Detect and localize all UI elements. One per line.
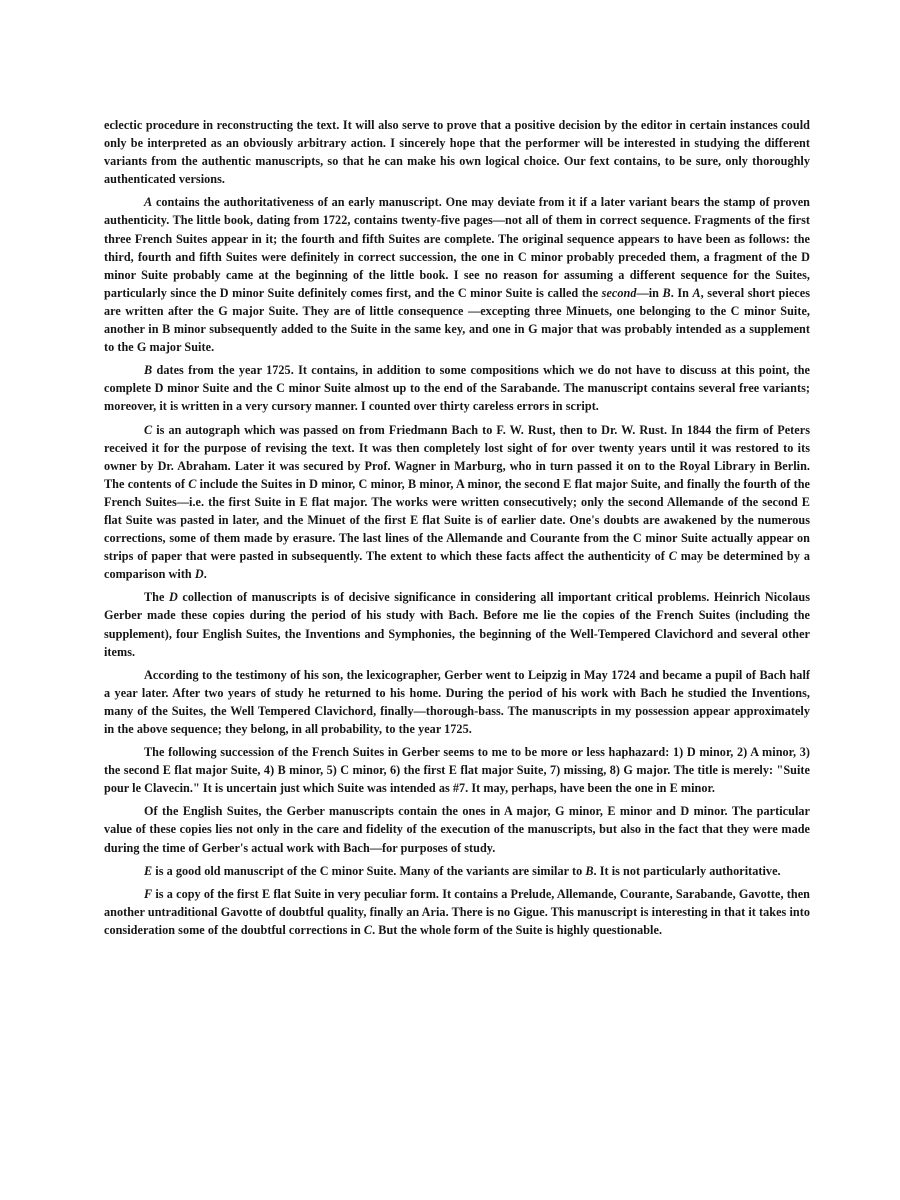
manuscript-siglum: C	[363, 922, 373, 937]
paragraph-4	[104, 421, 810, 584]
paragraph-1	[104, 116, 810, 188]
paragraph-5	[104, 588, 810, 660]
manuscript-siglum: F	[144, 886, 153, 901]
manuscript-siglum: B	[144, 363, 153, 378]
paragraph-text: is a copy of the first E flat Suite in very peculiar form. It contains a Prelude, Allemande, Courante, Sarabande, Gavotte, then another untraditional Gavotte of doubtful quality, finally an Aria. There is no Gigue. This manuscript is interesting in that it takes into consideration some of the doubtful corrections in	[104, 886, 810, 937]
manuscript-siglum: B	[585, 863, 594, 878]
manuscript-siglum: second	[601, 285, 637, 300]
paragraph-8	[104, 802, 810, 856]
manuscript-siglum: A	[692, 285, 701, 300]
paragraph-2	[104, 193, 810, 356]
manuscript-siglum: E	[144, 863, 153, 878]
paragraph-9	[104, 862, 810, 880]
manuscript-siglum: D	[169, 590, 178, 605]
paragraph-text: The following succession of the French Suites in Gerber seems to me to be more or less haphazard: 1) D minor, 2) A minor, 3) the second E flat major Suite, 4) B minor, 5) C minor, 6) the first E flat major Suite, 7) missing, 8) G major. The title is merely: "Suite pour le Clavecin." It is uncertain just which Suite was intended as #7. It may, perhaps, have been the one in E minor.	[104, 745, 810, 796]
paragraph-10	[104, 885, 810, 939]
paragraph-text: .	[203, 567, 207, 582]
manuscript-siglum: A	[144, 195, 153, 210]
paragraph-text: Of the English Suites, the Gerber manuscripts contain the ones in A major, G minor, E minor and D minor. The particular value of these copies lies not only in the care and fidelity of the execution of the manuscripts, but also in the fact that they were made during the time of Gerber's actual work with Bach—for purposes of study.	[104, 804, 810, 855]
paragraph-text: include the Suites in D minor, C minor, B minor, A minor, the second E flat major Suite, and finally the fourth of the French Suites—i.e. the first Suite in E flat major. The works were written consecutively; only the second Allemande of the second E flat Suite was pasted in later, and the Minuet of the first E flat Suite is of earlier date. One's doubts are awakened by the numerous corrections, some of them made by erasure. The last lines of the Allemande and Courante from the C minor Suite actually appear on strips of paper that were pasted in subsequently. The extent to which these facts affect the authenticity of	[104, 476, 810, 564]
paragraph-text: may be determined by a comparison with	[104, 549, 810, 582]
paragraph-text: The	[144, 590, 170, 605]
paragraph-text: contains the authoritativeness of an early manuscript. One may deviate from it if a later variant bears the stamp of proven authenticity. The little book, dating from 1722, contains twenty-five pages—not all of them in correct sequence. Fragments of the first three French Suites appear in it; the fourth and fifth Suites are complete. The original sequence appears to have been as follows: the third, fourth and fifth Suites were definitely in correct succession, the one in C minor probably preceded them, a fragment of the D minor Suite probably came at the beginning of the little book. I see no reason for assuming a different sequence for the Suites, particularly since the D minor Suite definitely comes first, and the C minor Suite is called the	[104, 195, 810, 300]
manuscript-siglum: D	[194, 567, 204, 582]
manuscript-siglum: C	[188, 476, 197, 491]
paragraph-3	[104, 361, 810, 415]
paragraph-text: dates from the year 1725. It contains, in addition to some compositions which we do not have to discuss at this point, the complete D minor Suite and the C minor Suite almost up to the end of the Sarabande. The manuscript contains several free variants; moreover, it is written in a very cursory manner. I counted over thirty careless errors in script.	[104, 363, 810, 414]
manuscript-siglum: B	[662, 285, 671, 300]
paragraph-text: collection of manuscripts is of decisive significance in considering all important critical problems. Heinrich Nicolaus Gerber made these copies during the period of his study with Bach. Before me lie the copies of the French Suites (including the supplement), four English Suites, the Inventions and Symphonies, the beginning of the Well-Tempered Clavichord and several other items.	[104, 590, 810, 659]
paragraph-text: —in	[636, 285, 663, 300]
paragraph-text: . It is not particularly authoritative.	[593, 863, 781, 878]
paragraph-text: According to the testimony of his son, the lexicographer, Gerber went to Leipzig in May 1724 and became a pupil of Bach half a year later. After two years of study he returned to his home. During the period of his work with Bach he studied the Inventions, many of the Suites, the Well Tempered Clavichord, finally—thorough-bass. The manuscripts in my possession appear approximately in the above sequence; they belong, in all probability, to the year 1725.	[104, 667, 810, 736]
paragraph-text: , several short pieces are written after the G major Suite. They are of little consequence —excepting three Minuets, one belonging to the C minor Suite, another in B minor subsequently added to the Suite in the same key, and one in G major that was probably intended as a supplement to the G major Suite.	[104, 285, 810, 355]
paragraph-text: eclectic procedure in reconstructing the text. It will also serve to prove that a positive decision by the editor in certain instances could only be interpreted as an obviously arbitrary action. I sincerely hope that the performer will be interested in studying the different variants from the authentic manuscripts, so that he can make his own logical choice. Our fext contains, to be sure, only thoroughly authenticated versions.	[104, 118, 810, 187]
paragraph-6	[104, 666, 810, 738]
paragraph-text: is a good old manuscript of the C minor Suite. Many of the variants are similar to	[152, 863, 586, 878]
document-page	[104, 116, 810, 944]
manuscript-siglum: C	[668, 549, 677, 564]
manuscript-siglum: C	[144, 422, 153, 437]
paragraph-text: . In	[670, 285, 693, 300]
paragraph-7	[104, 743, 810, 797]
paragraph-text: is an autograph which was passed on from Friedmann Bach to F. W. Rust, then to Dr. W. Rust. In 1844 the firm of Peters received it for the purpose of revising the text. It was then completely lost sight of for over twenty years until it was restored to its owner by Dr. Abraham. Later it was secured by Prof. Wagner in Marburg, who in turn passed it on to the Royal Library in Berlin. The contents of	[104, 422, 810, 491]
paragraph-text: . But the whole form of the Suite is highly questionable.	[372, 922, 663, 937]
